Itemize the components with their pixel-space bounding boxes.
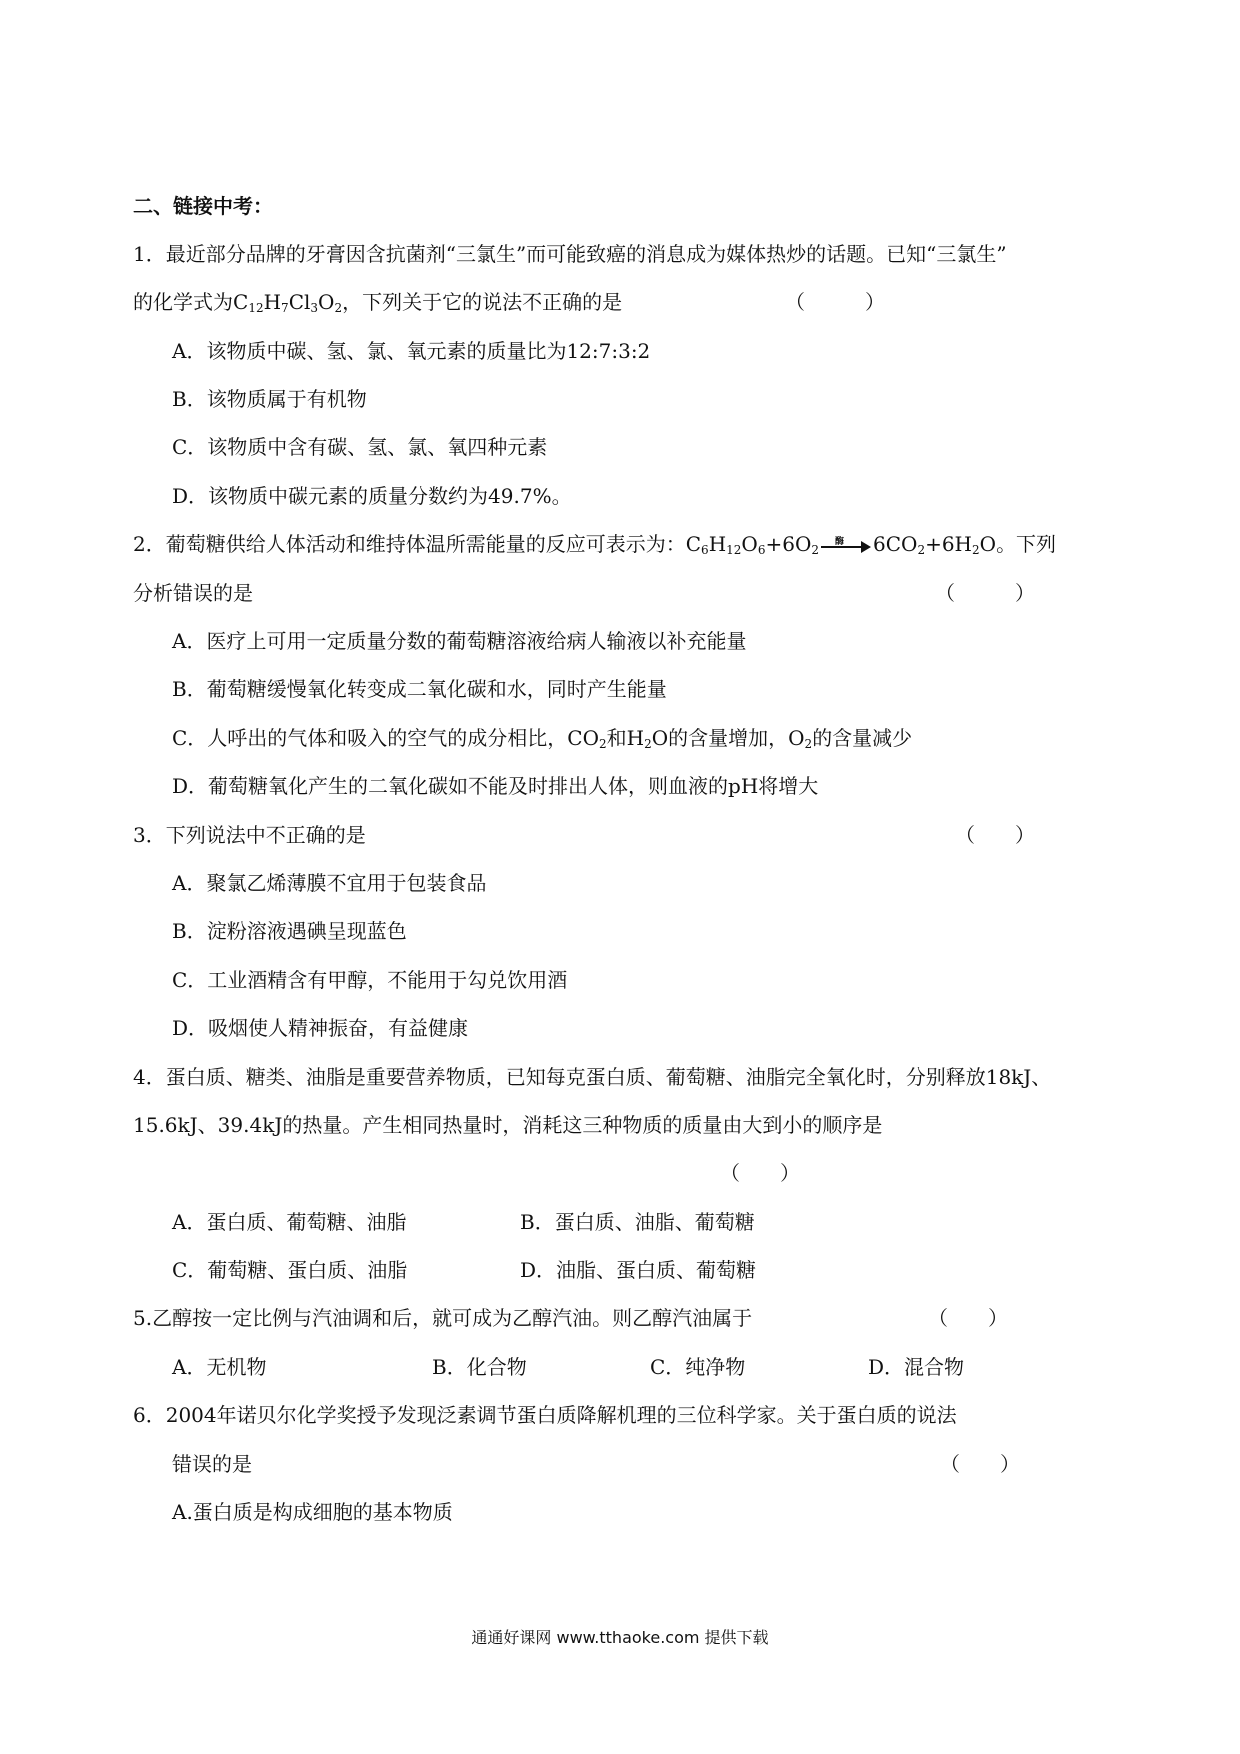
enzyme-condition-label: 酶 (835, 536, 845, 547)
question-3-answer-blank[interactable]: （ ） (955, 823, 1035, 847)
question-2-line-1-tail: 。下列 (996, 532, 1057, 556)
question-3-option-d[interactable]: D．吸烟使人精神振奋，有益健康 (172, 1016, 469, 1040)
question-2-option-d[interactable]: D．葡萄糖氧化产生的二氧化碳如不能及时排出人体，则血液的pH将增大 (172, 774, 819, 798)
triclosan-formula: $C_{12}H_7Cl_3O_2$ (233, 290, 343, 315)
question-6-option-a[interactable]: A.蛋白质是构成细胞的基本物质 (172, 1500, 453, 1524)
question-1-option-b[interactable]: B．该物质属于有机物 (172, 387, 367, 411)
question-6-answer-blank[interactable]: （ ） (940, 1452, 1020, 1476)
question-4-option-b[interactable]: B．蛋白质、油脂、葡萄糖 (520, 1210, 755, 1234)
question-1-option-c[interactable]: C．该物质中含有碳、氢、氯、氧四种元素 (172, 435, 548, 459)
question-2-option-c[interactable]: C．人呼出的气体和吸入的空气的成分相比，$CO_2$和$H_2O$的含量增加，$O_2$的含量减少 (172, 726, 913, 751)
question-4-option-d[interactable]: D．油脂、蛋白质、葡萄糖 (520, 1258, 757, 1282)
page-footer: 通通好课网 www.tthaoke.com 提供下载 (471, 1628, 769, 1647)
question-1-option-d[interactable]: D．该物质中碳元素的质量分数约为49.7%。 (172, 484, 572, 508)
question-4-line-2: 15.6kJ、39.4kJ的热量。产生相同热量时，消耗这三种物质的质量由大到小的顺序是 (133, 1113, 883, 1137)
question-2-option-a[interactable]: A．医疗上可用一定质量分数的葡萄糖溶液给病人输液以补充能量 (172, 629, 747, 653)
question-2-option-b[interactable]: B．葡萄糖缓慢氧化转变成二氧化碳和水，同时产生能量 (172, 677, 667, 701)
question-2-answer-blank[interactable]: （ ） (935, 581, 1035, 605)
reaction-arrow-icon (821, 536, 871, 553)
question-1-answer-blank[interactable]: （ ） (785, 290, 885, 314)
question-1-option-a[interactable]: A．该物质中碳、氢、氯、氧元素的质量比为12:7:3:2 (172, 339, 651, 363)
question-1-line-2-tail: ，下列关于它的说法不正确的是 (342, 290, 623, 314)
question-4-answer-blank[interactable]: （ ） (720, 1161, 800, 1185)
question-4-line-1: 4．蛋白质、糖类、油脂是重要营养物质，已知每克蛋白质、葡萄糖、油脂完全氧化时，分别释放18kJ、 (133, 1065, 1052, 1089)
question-5-option-c[interactable]: C．纯净物 (650, 1355, 746, 1379)
question-2-line-1-text: 2．葡萄糖供给人体活动和维持体温所需能量的反应可表示为： (133, 532, 686, 556)
question-3-option-a[interactable]: A．聚氯乙烯薄膜不宜用于包装食品 (172, 871, 487, 895)
question-2-line-2: 分析错误的是 (133, 581, 253, 605)
question-3-line-1: 3．下列说法中不正确的是 (133, 823, 366, 847)
question-5-option-d[interactable]: D．混合物 (868, 1355, 965, 1379)
question-6-line-2: 错误的是 (172, 1452, 252, 1476)
question-5-option-b[interactable]: B．化合物 (432, 1355, 527, 1379)
question-1-line-2 (133, 289, 622, 315)
question-5-answer-blank[interactable]: （ ） (928, 1306, 1008, 1330)
question-2-line-1 (133, 531, 1056, 557)
question-1-line-1: 1．最近部分品牌的牙膏因含抗菌剂“三氯生”而可能致癌的消息成为媒体热炒的话题。已知“三氯生” (133, 242, 1007, 266)
question-5-option-a[interactable]: A．无机物 (172, 1355, 267, 1379)
question-3-option-c[interactable]: C．工业酒精含有甲醇，不能用于勾兑饮用酒 (172, 968, 568, 992)
question-4-option-a[interactable]: A．蛋白质、葡萄糖、油脂 (172, 1210, 407, 1234)
question-3-option-b[interactable]: B．淀粉溶液遇碘呈现蓝色 (172, 919, 407, 943)
glucose-oxidation-equation: $C_6H_{12}O_6+6O_2$ 酶 $6CO_2+6H_2O$ (686, 532, 996, 556)
section-title: 二、链接中考： (133, 194, 273, 218)
question-1-line-2-text: 的化学式为 (133, 290, 233, 314)
question-6-line-1: 6．2004年诺贝尔化学奖授予发现泛素调节蛋白质降解机理的三位科学家。关于蛋白质的说法 (133, 1403, 957, 1427)
question-5-line-1: 5.乙醇按一定比例与汽油调和后，就可成为乙醇汽油。则乙醇汽油属于 (133, 1306, 753, 1330)
question-4-option-c[interactable]: C．葡萄糖、蛋白质、油脂 (172, 1258, 408, 1282)
